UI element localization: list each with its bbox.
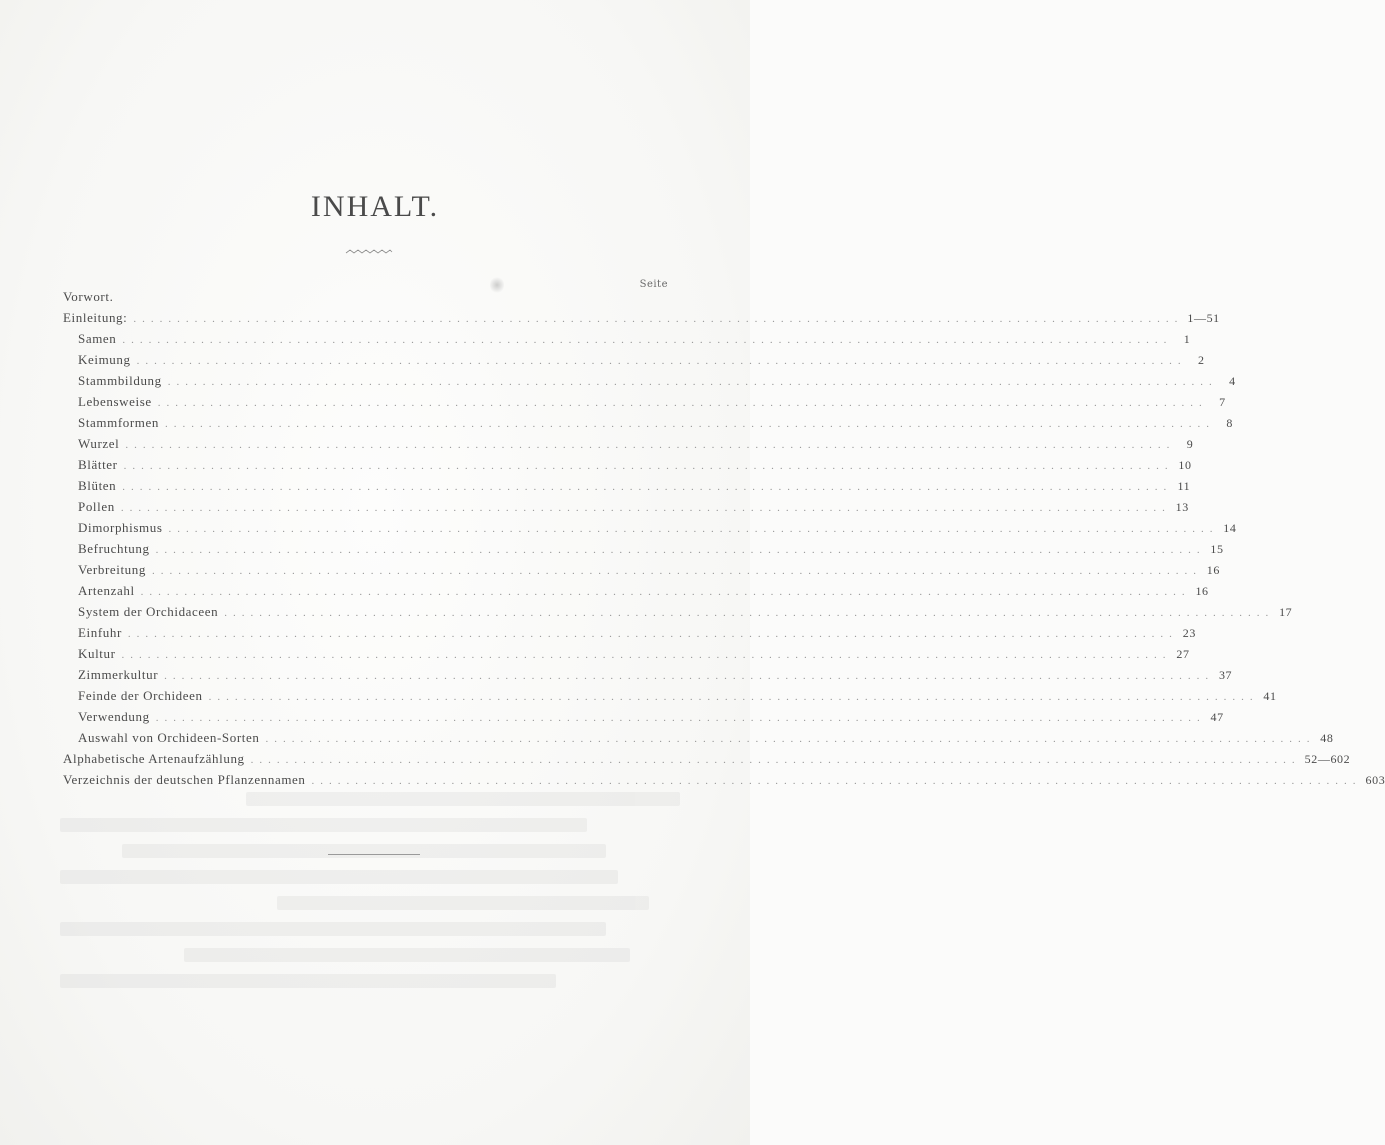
toc-entry-label: Zimmerkultur: [78, 667, 159, 682]
toc-entry: [63, 412, 1233, 433]
toc-entry-page: 1: [1183, 332, 1191, 346]
toc-entry: [63, 454, 1192, 475]
toc-entry-label: Blüten: [78, 478, 117, 493]
toc-entry: [63, 769, 1385, 790]
toc-entry: [63, 748, 1351, 769]
toc-entry-page: 52—602: [1304, 752, 1351, 766]
toc-entry-label: Feinde der Orchideen: [78, 688, 203, 703]
toc-entry: [63, 286, 668, 307]
toc-entry-page: 4: [1229, 374, 1236, 388]
toc-leader-dots: ........................................................................................................................: [250, 754, 1301, 766]
toc-entry: [63, 706, 1224, 727]
toc-entry-page: 16: [1206, 563, 1220, 577]
toc-entry-label: Kultur: [78, 646, 116, 661]
toc-entry-label: Stammbildung: [78, 373, 162, 388]
toc-entry: [63, 433, 1194, 454]
toc-entry-label: Befruchtung: [78, 541, 150, 556]
toc-entry-label: Blätter: [78, 457, 118, 472]
toc-entry-page: 17: [1279, 605, 1293, 619]
toc-entry-label: Wurzel: [78, 436, 120, 451]
toc-leader-dots: ........................................................................................................................: [122, 481, 1173, 493]
toc-entry-label: Einfuhr: [78, 625, 122, 640]
toc-entry-page: 47: [1210, 710, 1224, 724]
toc-entry-page: 10: [1178, 458, 1192, 472]
toc-entry-page: 2: [1197, 353, 1205, 367]
toc-entry: [63, 601, 1293, 622]
page-title: INHALT.: [310, 190, 440, 223]
toc-entry-label: Pollen: [78, 499, 115, 514]
toc-entry-page: 8: [1226, 416, 1233, 430]
toc-entry-page: 41: [1263, 689, 1277, 703]
toc-entry-page: 15: [1210, 542, 1224, 556]
toc-leader-dots: ........................................................................................................................: [167, 376, 1218, 388]
toc-entry-page: 7: [1219, 395, 1226, 409]
toc-leader-dots: ........................................................................................................................: [123, 460, 1174, 472]
toc-entry-page: 13: [1175, 500, 1189, 514]
toc-entry: [63, 328, 1191, 349]
toc-leader-dots: ........................................................................................................................: [157, 397, 1208, 409]
toc-leader-dots: ........................................................................................................................: [168, 523, 1219, 535]
page-column-header: Seite: [639, 279, 668, 290]
toc-entry: [63, 685, 1277, 706]
toc-leader-dots: ........................................................................................................................: [311, 775, 1362, 787]
toc-entry-label: System der Orchidaceen: [78, 604, 219, 619]
toc-entry: [63, 307, 1220, 328]
toc-leader-dots: ........................................................................................................................: [120, 502, 1171, 514]
toc-leader-dots: ........................................................................................................................: [155, 544, 1206, 556]
toc-entry: [63, 559, 1220, 580]
toc-leader-dots: ........................................................................................................................: [140, 586, 1191, 598]
toc-leader-dots: ........................................................................................................................: [136, 355, 1187, 367]
toc-leader-dots: ........................................................................................................................: [121, 649, 1172, 661]
toc-entry-page: 27: [1176, 647, 1190, 661]
toc-entry: [63, 727, 1334, 748]
toc-leader-dots: ........................................................................................................................: [208, 691, 1259, 703]
toc-leader-dots: ........................................................................................................................: [125, 439, 1176, 451]
toc-entry: [63, 370, 1236, 391]
toc-entry-page: 16: [1195, 584, 1209, 598]
table-of-contents: [63, 286, 1385, 790]
toc-entry: [63, 517, 1237, 538]
toc-leader-dots: ........................................................................................................................: [127, 628, 1178, 640]
toc-entry-label: Einleitung:: [63, 310, 128, 325]
toc-entry-page: 37: [1218, 668, 1233, 682]
toc-entry-page: 48: [1320, 731, 1334, 745]
toc-entry-label: Vorwort.: [63, 289, 114, 304]
closing-rule: [328, 854, 420, 855]
toc-entry-label: Auswahl von Orchideen-Sorten: [78, 730, 260, 745]
toc-entry: [63, 475, 1191, 496]
toc-entry-label: Lebensweise: [78, 394, 152, 409]
toc-leader-dots: ........................................................................................................................: [155, 712, 1206, 724]
toc-entry: [63, 349, 1205, 370]
toc-entry-label: Samen: [78, 331, 117, 346]
title-ornament: [345, 247, 393, 257]
bleed-through-texture: [60, 780, 680, 1080]
toc-entry: [63, 580, 1209, 601]
toc-leader-dots: ........................................................................................................................: [164, 670, 1215, 682]
toc-leader-dots: ........................................................................................................................: [133, 313, 1184, 325]
toc-entry: [63, 538, 1224, 559]
toc-entry-label: Verbreitung: [78, 562, 146, 577]
toc-leader-dots: ........................................................................................................................: [151, 565, 1202, 577]
toc-entry-page: 1—51: [1187, 311, 1220, 325]
toc-entry-label: Artenzahl: [78, 583, 135, 598]
toc-entry-label: Alphabetische Artenaufzählung: [63, 751, 245, 766]
toc-entry-label: Verwendung: [78, 709, 150, 724]
toc-entry-page: 603: [1365, 773, 1385, 787]
toc-entry: [63, 391, 1226, 412]
toc-entry: [63, 496, 1189, 517]
toc-entry-label: Verzeichnis der deutschen Pflanzennamen: [63, 772, 306, 787]
toc-entry-label: Stammformen: [78, 415, 159, 430]
toc-entry-label: Dimorphismus: [78, 520, 163, 535]
toc-entry: [63, 643, 1190, 664]
toc-leader-dots: ........................................................................................................................: [122, 334, 1173, 346]
toc-entry-label: Keimung: [78, 352, 131, 367]
toc-entry-page: 23: [1182, 626, 1196, 640]
toc-leader-dots: ........................................................................................................................: [265, 733, 1316, 745]
toc-entry-page: 9: [1186, 437, 1194, 451]
toc-leader-dots: ........................................................................................................................: [224, 607, 1275, 619]
toc-entry-page: 11: [1177, 479, 1191, 493]
toc-leader-dots: ........................................................................................................................: [164, 418, 1215, 430]
toc-entry: [63, 622, 1196, 643]
toc-entry-page: 14: [1223, 521, 1237, 535]
toc-entry: [63, 664, 1233, 685]
